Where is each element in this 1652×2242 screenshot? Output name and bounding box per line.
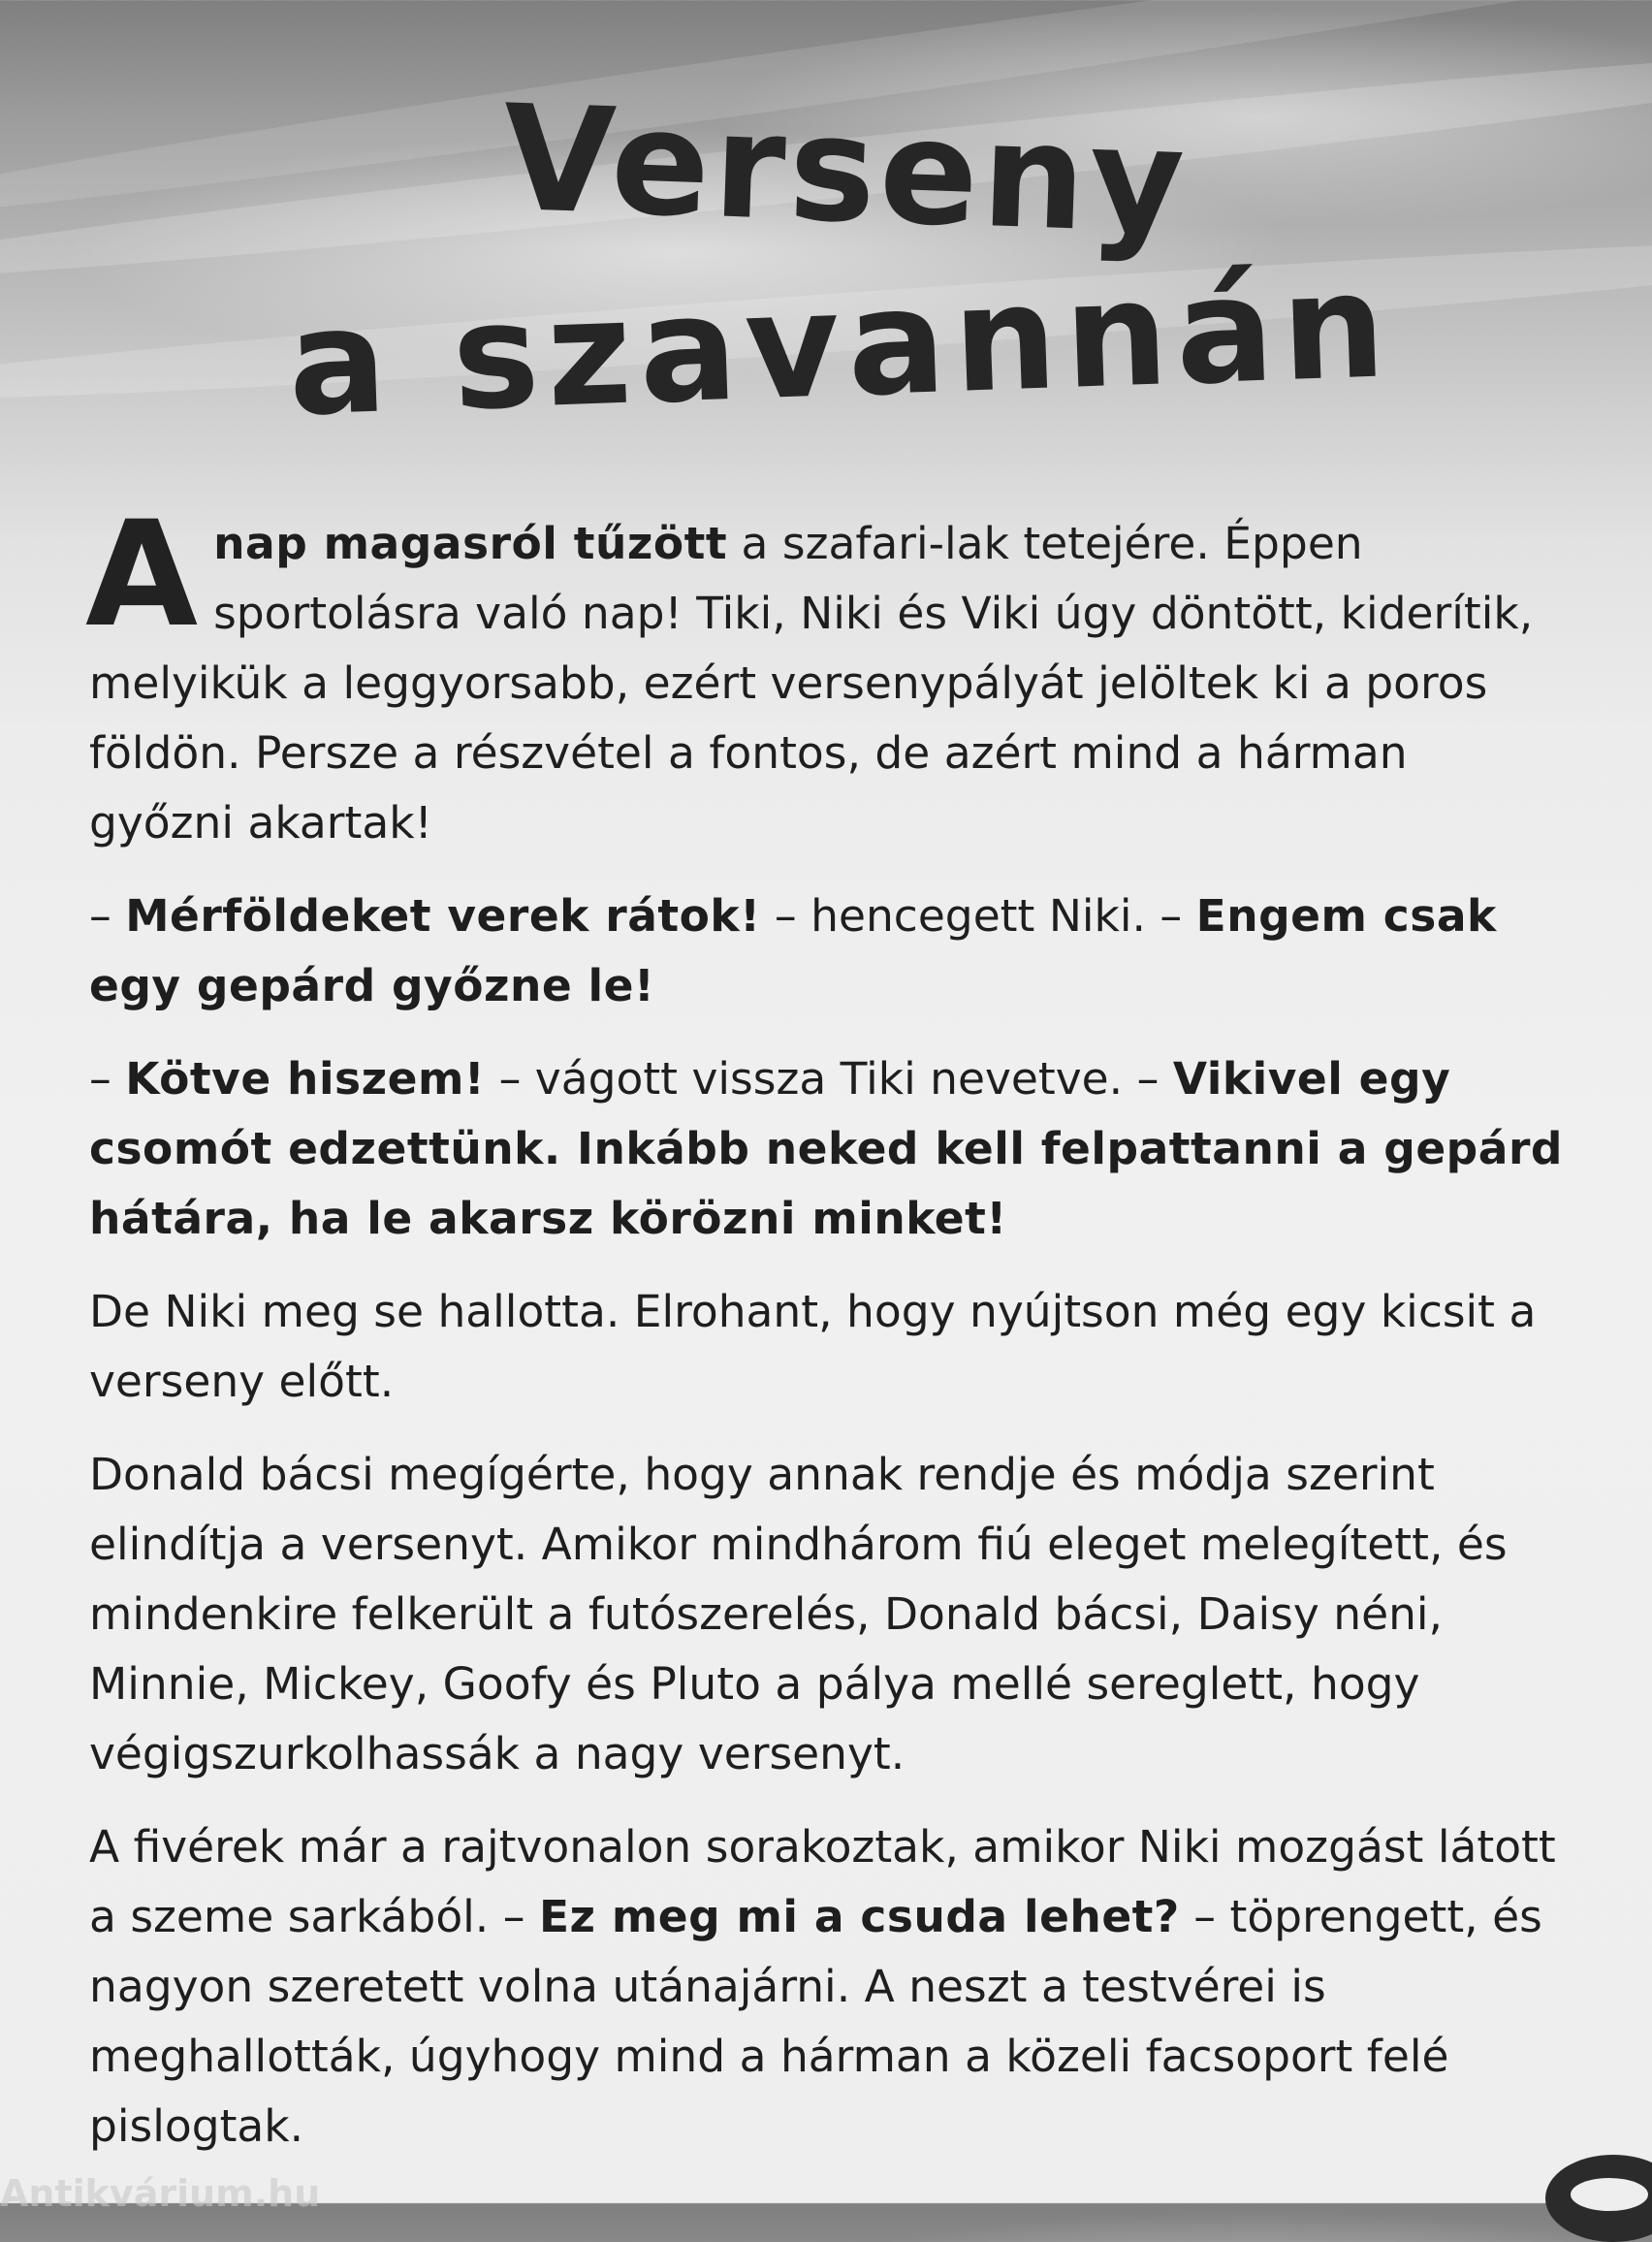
paragraph-text: – töprengett, és nagyon szeretett volna utánajárni. A neszt a testvérei is meghallották, úgyhogy mind a hárman a közeli facsoport felé pislogtak. — [89, 1891, 1542, 2152]
story-text — [85, 491, 1563, 2185]
paragraph-2 — [89, 881, 1563, 1021]
paragraph-4 — [89, 1277, 1563, 1417]
paragraph-3 — [89, 1044, 1563, 1254]
title-line-2: a szavannán — [285, 241, 1396, 450]
dialogue-bold: Vikivel egy csomót edzettünk. Inkább neked kell felpattanni a gepárd hátára, ha le akarsz körözni minket! — [89, 1053, 1563, 1244]
bold-lead: nap magasról tűzött — [213, 518, 728, 569]
title-line-1: Verseny — [499, 75, 1191, 268]
paragraph-text: – vágott vissza Tiki nevetve. – — [485, 1053, 1173, 1105]
paragraph-text: – hencegett Niki. – — [760, 890, 1196, 942]
paragraph-text: A fivérek már a rajtvonalon sorakoztak, amikor Niki mozgást látott a szeme sarkából. – — [89, 1821, 1556, 1942]
dash: – — [89, 1053, 126, 1105]
paragraph-5 — [89, 1440, 1563, 1789]
watermark: Antikvárium.hu — [0, 2172, 321, 2215]
paragraph-text: Donald bácsi megígérte, hogy annak rendje és módja szerint elindítja a versenyt. Amikor mindhárom fiú eleget melegített, és mindenkire felkerült a futószerelés, Donald bácsi, Daisy néni, Minnie, Mickey, Goofy és Pluto a pálya mellé sereglett, hogy végigszurkolhassák a nagy versenyt. — [89, 1449, 1508, 1779]
paragraph-text: a szafari-lak tetejére. Éppen sportolásra való nap! Tiki, Niki és Viki úgy döntött, kiderítik, melyikük a leggyorsabb, ezért versenypályát jelöltek ki a poros földön. Persze a részvétel a fontos, de azért mind a hárman győzni akartak! — [89, 518, 1534, 849]
dialogue-bold: Mérföldeket verek rátok! — [125, 890, 761, 942]
dialogue-bold: Engem csak egy gepárd győzne le! — [89, 890, 1497, 1011]
dialogue-bold: Ez meg mi a csuda lehet? — [538, 1891, 1180, 1942]
drop-cap: A — [85, 491, 199, 659]
page-title — [0, 75, 1652, 450]
paragraph-text: De Niki meg se hallotta. Elrohant, hogy nyújtson még egy kicsit a verseny előtt. — [89, 1286, 1537, 1407]
dash: – — [89, 890, 126, 942]
paragraph-6 — [89, 1812, 1563, 2162]
dialogue-bold: Kötve hiszem! — [125, 1053, 486, 1105]
paragraph-1 — [85, 491, 1563, 858]
